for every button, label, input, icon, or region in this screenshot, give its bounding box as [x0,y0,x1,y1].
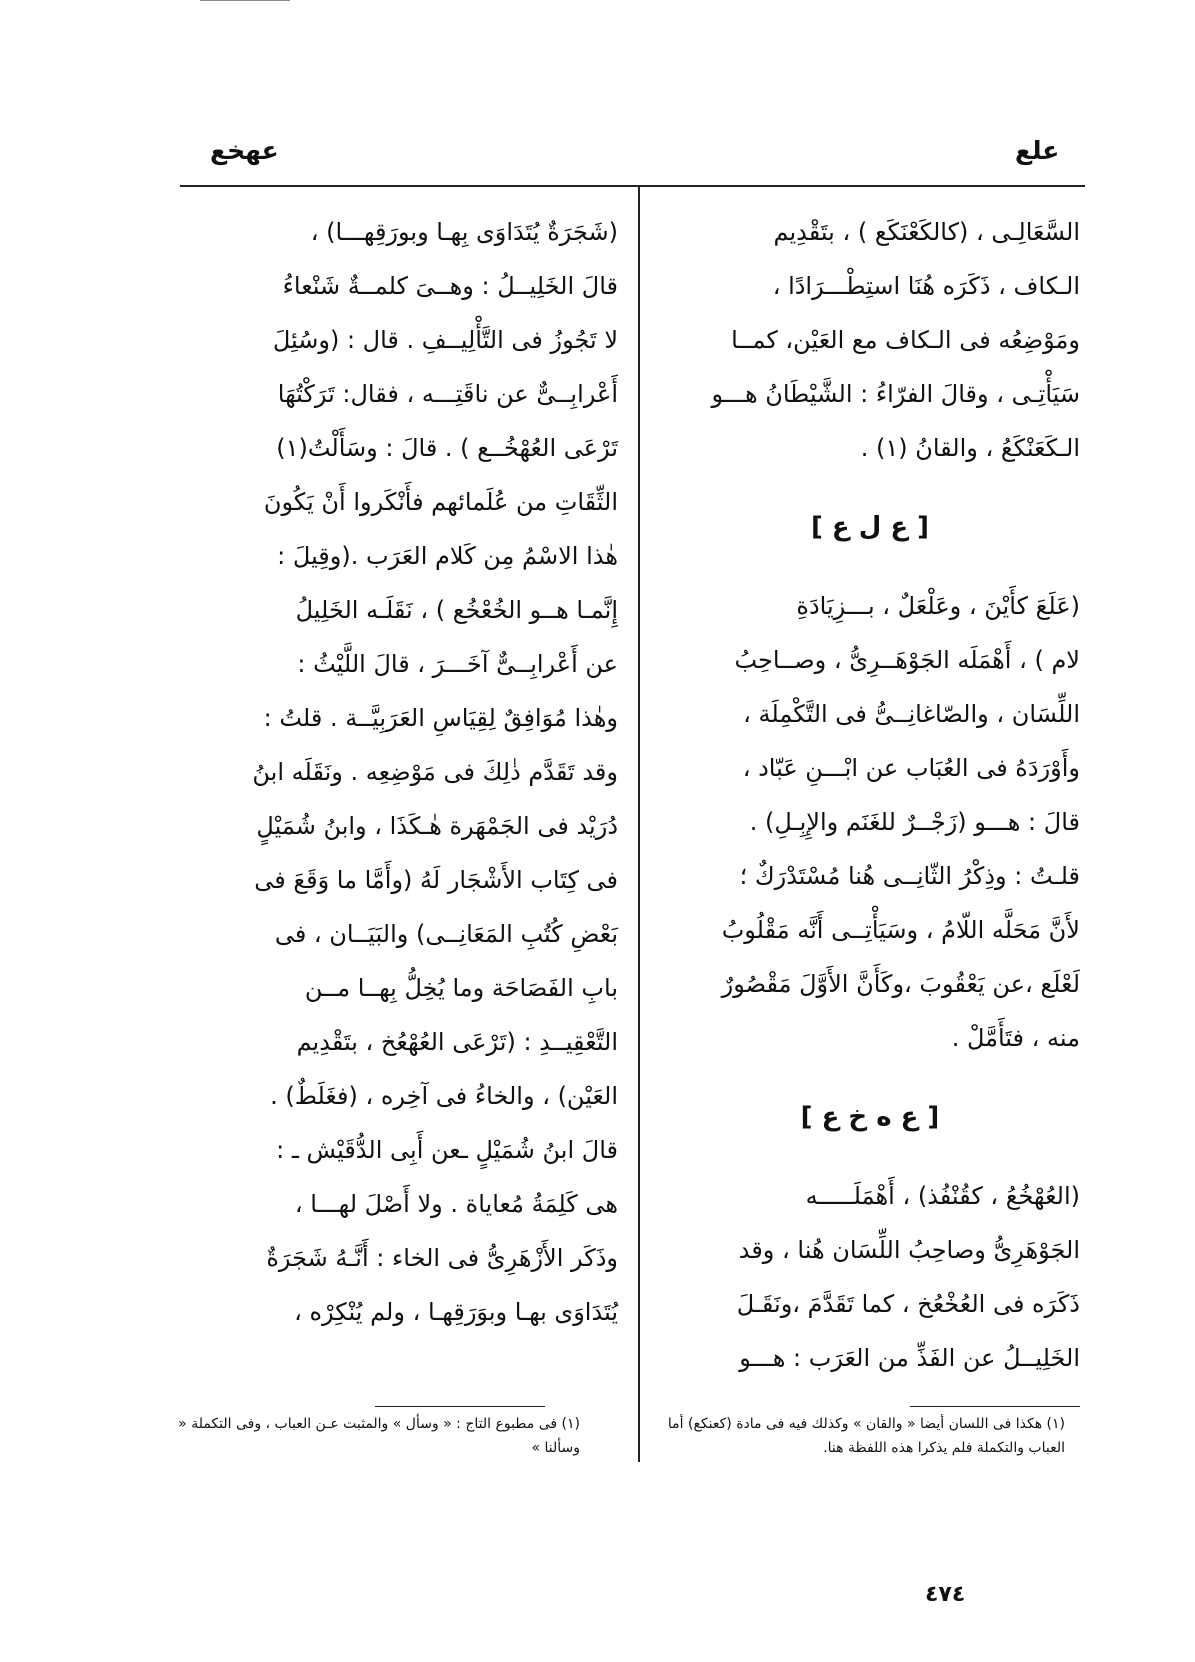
text-line: الـكاف ، ذَكَرَه هُنَا استِطْـــرَادًا ، [772,272,1080,300]
text-line: الثِّقَاتِ من عُلَمائهم فأَنْكَروا أَنْ يَكُونَ [263,488,618,516]
text-line: وهٰذا مُوَافِقٌ لِقِيَاسِ العَرَبِيَّــة . قلتُ : [263,704,618,732]
text-line: فى كِتَاب الأَشْجَار لَهُ (وأَمَّا ما وَقَعَ فى [254,866,618,894]
text-line: هى كَلِمَةُ مُعاياة . ولا أَصْلَ لهـــا ، [294,1190,618,1218]
text-line: وقد تَقَدَّم ذٰلِكَ فى مَوْضِعِه . ونَقَلَه ابنُ [252,758,618,786]
text-line: العَيْن) ، والخاءُ فى آخِره ، (فغَلَطٌ) . [270,1082,618,1110]
text-line: عن أَعْرابِــىٌّ آخَـــرَ ، قالَ اللَّيْثُ : [297,650,618,678]
text-line: قلـتُ : وذِكْرُ الثّانِــى هُنا مُسْتَدْرَكٌ ؛ [739,862,1080,890]
text-line: هٰذا الاسْمُ مِن كَلام العَرَب .(وقِيلَ : [277,542,618,570]
entry-heading: [ ع ه خ ع ] [800,1102,940,1132]
text-line: سَيَأْتِـى ، وقالَ الفرّاءُ : الشَّيْطَانُ هـــو [711,380,1080,408]
text-line: الخَلِيــلُ عن الفَذِّ من العَرَب : هـــو [739,1344,1080,1372]
text-line: وأَوْرَدَهُ فى العُبَاب عن ابْـــنِ عَبّاد ، [742,754,1080,782]
text-line: الـكَعَنْكَعُ ، والقانُ (١) . [860,434,1080,462]
page-number: ٤٧٤ [925,1582,966,1607]
text-line: (شَجَرَةٌ يُتَدَاوَى بِهـا وبورَقِهـــا) ، [310,218,618,246]
text-line: وذَكَر الأَزْهَرِىُّ فى الخاء : أَنَّـهُ شَجَرَةٌ [266,1244,618,1272]
text-line: منه ، فتَأَمَّلْ . [951,1024,1080,1052]
text-line: (عَلَعَ كأَيْنَ ، وعَلْعَلٌ ، بـــزِيَادَةِ [796,592,1080,620]
footnote-rule [910,1406,1080,1407]
text-line: بابِ الفَصَاحَة وما يُخِلُّ بِهــا مــن [304,974,618,1002]
text-line: (العُهْخُعُ ، كقُنْفُذ) ، أَهْمَلَـــــه [805,1182,1080,1210]
footnote-rule [375,1406,545,1407]
text-line: قالَ : هـــو (زَجْــرٌ للغَنَم والإِبِـلِ) . [749,808,1080,836]
text-line: لأَنَّ مَحَلَّه اللّامُ ، وسَيَأْتِــى أَنَّه مَقْلُوبُ [721,916,1080,944]
text-line: قالَ ابنُ شُمَيْلٍ ـعن أَبِى الدُّقَيْش ـ : [276,1136,618,1164]
footnote-left: (١) فى مطبوع التاج : « وسأل » والمثبت عـن العباب ، وفى التكملة « وسألنا » [178,1416,580,1456]
left-column [158,205,618,1339]
footnote-right: (١) هكذا فى اللسان أيضا « والقان » وكذلك فيه فى مادة (كعنكع) أما العباب والتكملة فلم يذكرا هذه اللفظة هنا. [667,1416,1065,1456]
text-line: ومَوْضِعُه فى الـكاف مع العَيْن، كمــا [731,326,1080,354]
text-line: إِنَّمـا هــو الخُعْخُع ) ، نَقَلَـه الخَلِيلُ [295,596,618,624]
text-line: تَرْعَى العُهْخُــع ) . قالَ : وسَأَلْتُ(١) [276,434,618,462]
text-line: التَّعْقِيــدِ : (تَرْعَى العُهْعُخ ، بتَقْدِيم [296,1028,618,1056]
right-column [660,205,1080,1385]
text-line: لا تَجُوزُ فى التَّأْلِيــفِ . قال : (وسُئِلَ [272,326,618,354]
text-line: بَعْضِ كُتُبِ المَعَانِــى) والبَيَــان ، فى [274,920,618,948]
header-left-word: عهخع [210,136,279,165]
text-line: دُرَيْد فى الجَمْهَرة هٰـكَذَا ، وابنُ شُمَيْلٍ [256,812,618,840]
text-line: يُتَدَاوَى بهـا وبوَرَقِهـا ، ولم يُنْكِرْه ، [294,1298,618,1326]
text-line: لام ) ، أَهْمَلَه الجَوْهَــرِىُّ ، وصــاحِبُ [734,646,1080,674]
text-line: السَّعَالِـى ، (كالكَعْنَكَع ) ، بتَقْدِيم [773,218,1080,246]
text-line: ذَكَرَه فى العُخْعُخ ، كما تَقَدَّمَ ،ونَقَـلَ [736,1290,1080,1318]
column-separator [638,187,640,1462]
text-line: لَعْلَع ،عن يَعْقُوبَ ،وكَأَنَّ الأَوَّلَ مَقْصُورٌ [721,970,1080,998]
header-right-word: علع [1015,136,1060,165]
entry-heading: [ ع ل ع ] [810,512,930,542]
text-line: الجَوْهَرِىُّ وصاحِبُ اللِّسَان هُنا ، وقد [738,1236,1080,1264]
text-line: أَعْرابِــىٌّ عن ناقَتِـــه ، فقال: تَرَكْتُهَا [277,380,618,408]
text-line: قالَ الخَلِيــلُ : وهــىَ كلمــةٌ شَنْعاءُ [282,272,618,300]
text-line: اللِّسَان ، والصّاغانِــىُّ فى التَّكْمِلَة ، [743,700,1080,728]
header-rule [180,185,1085,187]
scan-mark [200,0,290,1]
